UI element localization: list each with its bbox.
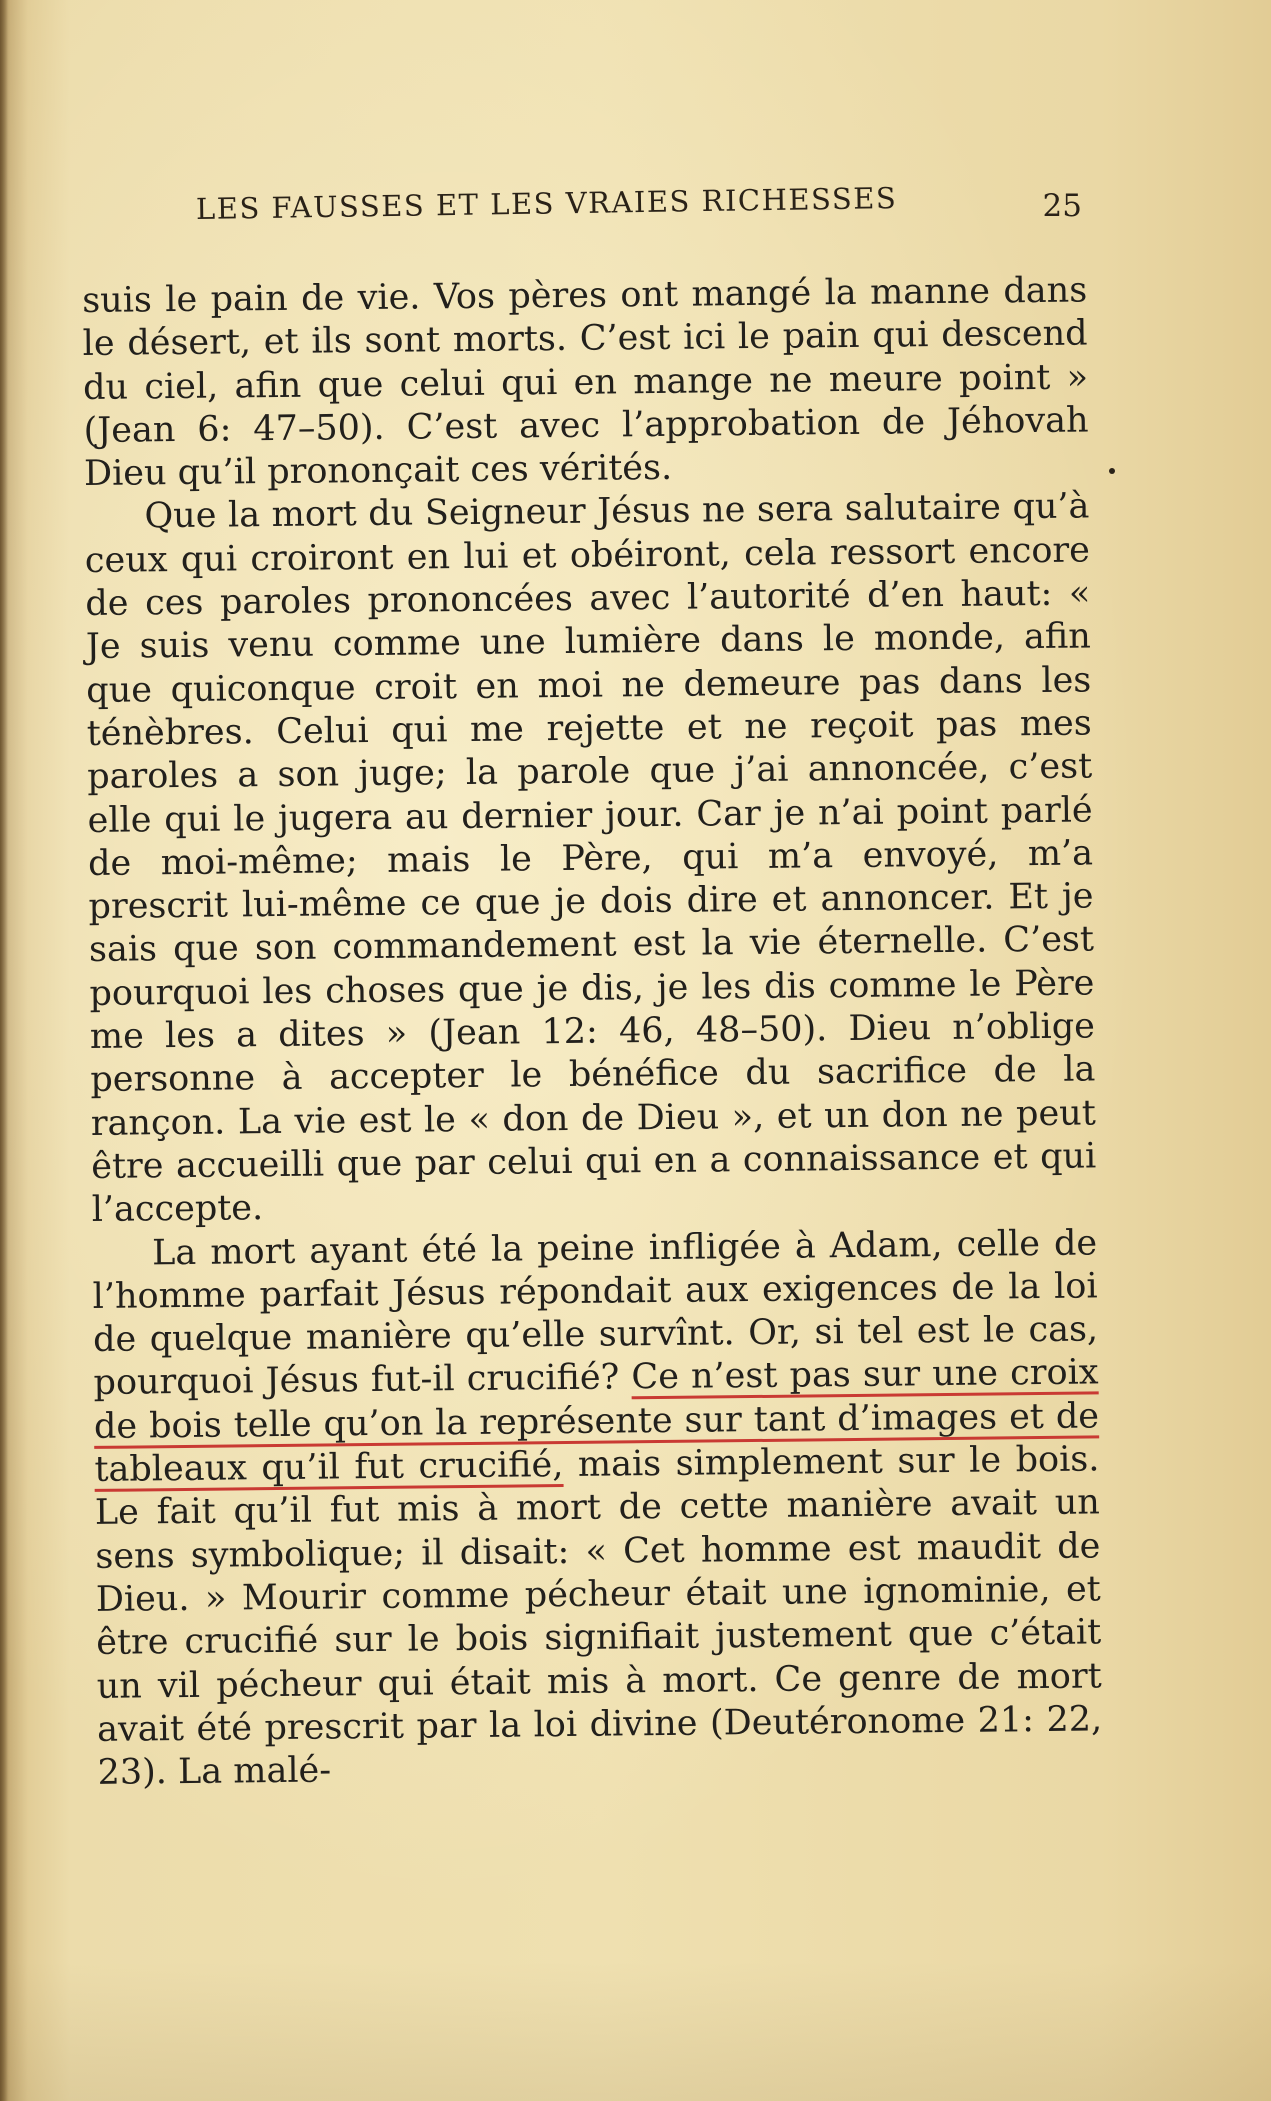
- paragraph-3: [92, 1222, 1103, 1795]
- body-text: [82, 269, 1103, 1795]
- paragraph-3-end: mais simplement sur le bois. Le fait qu’il fut mis à mort de cette manière avait un sens symbolique; il disait: « Cet homme est maudit de Dieu. » Mourir comme pécheur était une ignominie, et être crucifié sur le bois signifiait justement que c’était un vil pécheur qui était mis à mort. Ce genre de mort avait été prescrit par la loi divine (Deutéronome 21: 22, 23). La malé-: [94, 1439, 1103, 1794]
- page-shadow: [0, 1961, 1271, 2101]
- paragraph-3-start: La mort ayant été la peine infligée à Adam, celle de l’homme parfait Jésus répondait aux exigences de la loi de quelque manière qu’elle survînt. Or, si tel est le cas, pourquoi Jésus fut-il crucifié?: [92, 1222, 1099, 1404]
- underlined-passage: Ce n’est pas sur une croix de bois telle qu’on la représente sur tant d’images et de tableaux qu’il fut crucifié,: [93, 1352, 1100, 1490]
- paragraph-2: Que la mort du Seigneur Jésus ne sera salutaire qu’à ceux qui croiront en lui et obéiront, cela ressort encore de ces paroles prononcées avec l’autorité d’en haut: « Je suis venu comme une lumière dans le monde, afin que quiconque croit en moi ne demeure pas dans les ténèbres. Celui qui me rejette et ne reçoit pas mes paroles a son juge; la parole que j’ai annoncée, c’est elle qui le jugera au dernier jour. Car je n’ai point parlé de moi-même; mais le Père, qui m’a envoyé, m’a prescrit lui-même ce que je dois dire et annoncer. Et je sais que son commandement est la vie éternelle. C’est pourquoi les choses que je dis, je les dis comme le Père me les a dites » (Jean 12: 46, 48–50). Dieu n’oblige personne à accepter le bénéfice du sacrifice de la rançon. La vie est le « don de Dieu », et un don ne peut être accueilli que par celui qui en a connaissance et qui l’accepte.: [84, 486, 1097, 1231]
- page-number: 25: [1042, 188, 1082, 224]
- running-head: [195, 180, 1086, 242]
- running-title: LES FAUSSES ET LES VRAIES RICHESSES: [195, 180, 898, 226]
- ink-speck: [1109, 468, 1115, 474]
- paragraph-1: suis le pain de vie. Vos pères ont mangé la manne dans le désert, et ils sont morts. C’est ici le pain qui descend du ciel, afin que celui qui en mange ne meure point » (Jean 6: 47–50). C’est avec l’approbation de Jéhovah Dieu qu’il prononçait ces vérités.: [82, 270, 1089, 495]
